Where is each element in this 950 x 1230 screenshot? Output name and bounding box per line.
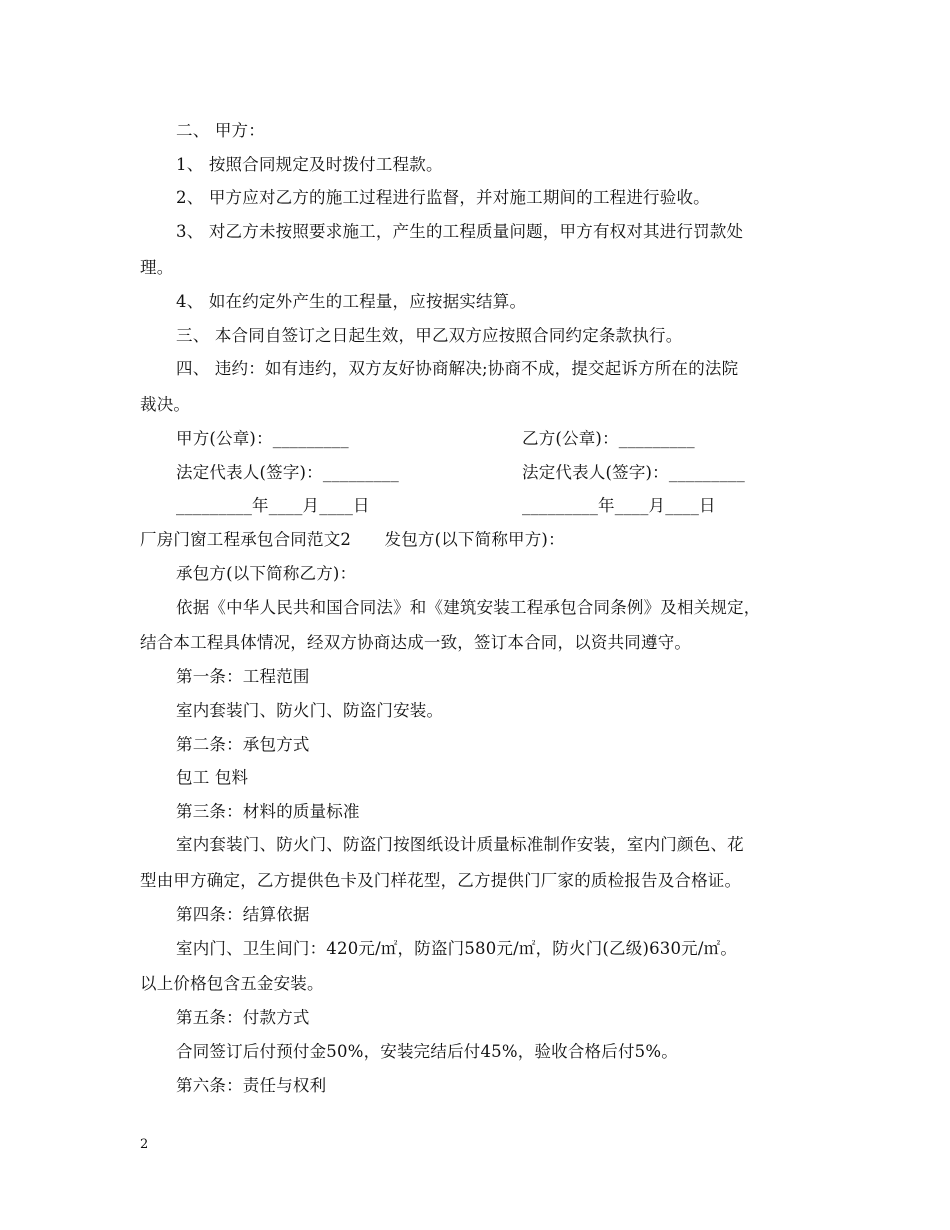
article-2-title: 第二条：承包方式: [176, 735, 310, 754]
clause-item-3-continuation: 理。: [140, 258, 174, 277]
section-four: 四、 违约：如有违约，双方友好协商解决;协商不成，提交起诉方所在的法院: [176, 359, 739, 378]
article-2-body: 包工 包料: [176, 768, 249, 787]
party-a-representative-line: 法定代表人(签字)：_________: [176, 463, 399, 482]
article-5-title: 第五条：付款方式: [176, 1008, 310, 1027]
clause-item-4: 4、 如在约定外产生的工程量，应按据实结算。: [176, 292, 527, 311]
page-number: 2: [140, 1137, 149, 1152]
party-a-date-line: _________年____月____日: [176, 496, 370, 515]
party-b-representative-line: 法定代表人(签字)：_________: [522, 463, 745, 482]
party-b-seal-line: 乙方(公章)：_________: [522, 429, 695, 448]
basis-paragraph-line-2: 结合本工程具体情况，经双方协商达成一致，签订本合同，以资共同遵守。: [140, 633, 692, 652]
article-4-body-line-1: 室内门、卫生间门：420元/㎡，防盗门580元/㎡，防火门(乙级)630元/㎡。: [176, 939, 738, 958]
article-6-title: 第六条：责任与权利: [176, 1076, 327, 1095]
party-a-seal-line: 甲方(公章)：_________: [176, 429, 349, 448]
section-four-continuation: 裁决。: [140, 395, 191, 414]
contract2-title-line: 厂房门窗工程承包合同范文2 发包方(以下简称甲方)：: [140, 530, 565, 549]
article-3-title: 第三条：材料的质量标准: [176, 802, 360, 821]
article-3-body-line-2: 型由甲方确定，乙方提供色卡及门样花型，乙方提供门厂家的质检报告及合格证。: [140, 871, 742, 890]
article-1-title: 第一条：工程范围: [176, 667, 310, 686]
article-1-body: 室内套装门、防火门、防盗门安装。: [176, 701, 444, 720]
article-3-body-line-1: 室内套装门、防火门、防盗门按图纸设计质量标准制作安装，室内门颜色、花: [176, 835, 744, 854]
clause-item-1: 1、 按照合同规定及时拨付工程款。: [176, 155, 443, 174]
clause-item-3: 3、 对乙方未按照要求施工，产生的工程质量问题，甲方有权对其进行罚款处: [176, 222, 744, 241]
article-4-body-line-2: 以上价格包含五金安装。: [140, 974, 324, 993]
clause-item-2: 2、 甲方应对乙方的施工过程进行监督，并对施工期间的工程进行验收。: [176, 188, 710, 207]
basis-paragraph-line-1: 依据《中华人民共和国合同法》和《建筑安装工程承包合同条例》及相关规定，: [176, 598, 761, 617]
party-b-date-line: _________年____月____日: [522, 496, 716, 515]
article-4-title: 第四条：结算依据: [176, 905, 310, 924]
contractor-line: 承包方(以下简称乙方)：: [176, 564, 357, 583]
section-two-heading: 二、 甲方：: [176, 121, 265, 140]
article-5-body: 合同签订后付预付金50%，安装完结后付45%，验收合格后付5%。: [176, 1042, 678, 1061]
section-three: 三、 本合同自签订之日起生效，甲乙双方应按照合同约定条款执行。: [176, 326, 683, 345]
